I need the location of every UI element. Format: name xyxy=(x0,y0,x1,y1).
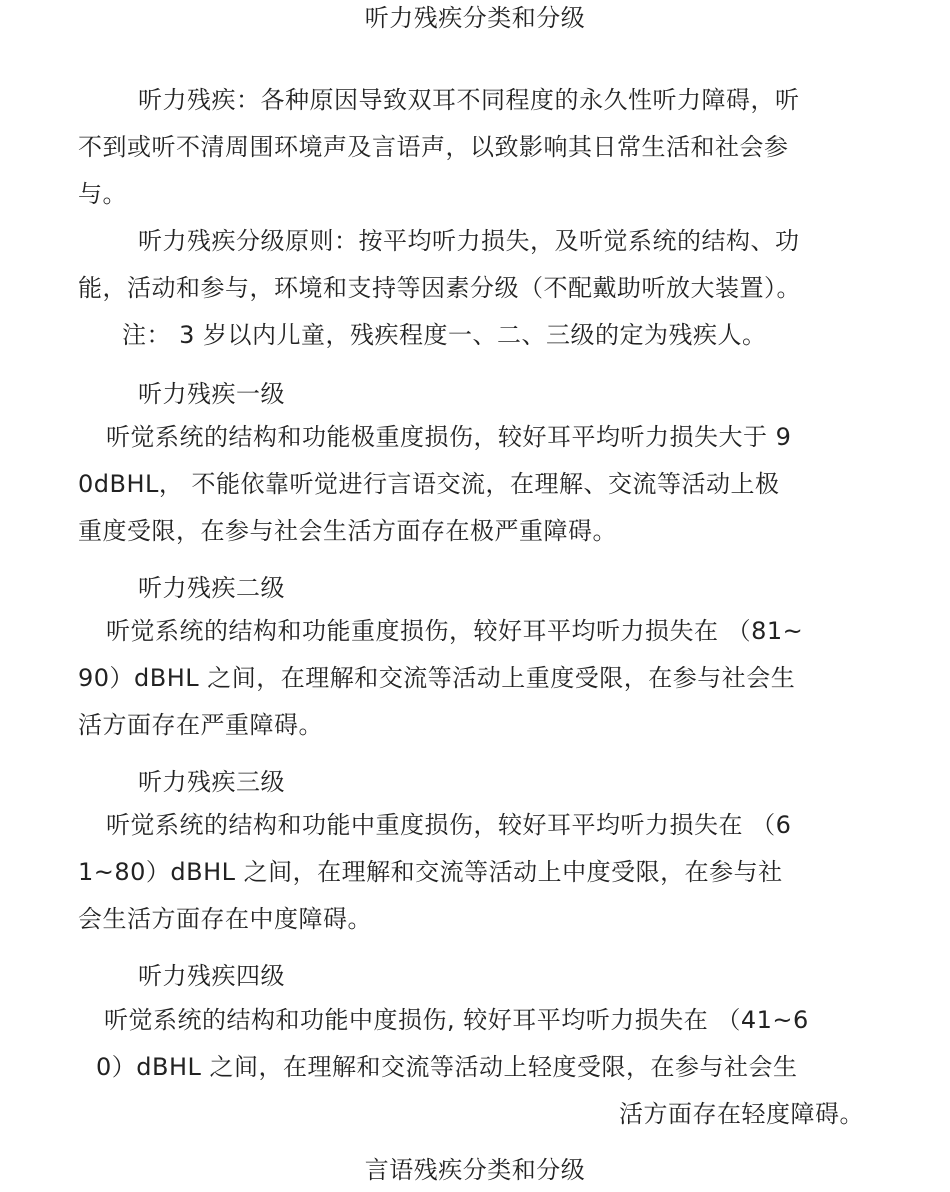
level-4-line-3: 活方面存在轻度障碍。 xyxy=(619,1100,864,1128)
level-2-line-2: 90）dBHL 之间，在理解和交流等活动上重度受限，在参与社会生 xyxy=(78,664,796,692)
level-3-line-3: 会生活方面存在中度障碍。 xyxy=(78,905,372,933)
principle-line-1: 听力残疾分级原则：按平均听力损失，及听觉系统的结构、功 xyxy=(138,227,800,255)
next-section-title: 言语残疾分类和分级 xyxy=(364,1156,586,1184)
definition-line-2: 不到或听不清周围环境声及言语声，以致影响其日常生活和社会参 xyxy=(78,133,789,161)
level-4-heading: 听力残疾四级 xyxy=(138,962,285,990)
level-4-line-2: 0）dBHL 之间，在理解和交流等活动上轻度受限，在参与社会生 xyxy=(96,1053,798,1081)
level-2-heading: 听力残疾二级 xyxy=(138,574,285,602)
level-3-heading: 听力残疾三级 xyxy=(138,768,285,796)
level-2-line-1: 听觉系统的结构和功能重度损伤，较好耳平均听力损失在 （81~ xyxy=(106,617,804,645)
level-1-heading: 听力残疾一级 xyxy=(138,380,285,408)
level-3-line-1: 听觉系统的结构和功能中重度损伤，较好耳平均听力损失在 （6 xyxy=(106,811,792,839)
level-3-line-2: 1~80）dBHL 之间，在理解和交流等活动上中度受限，在参与社 xyxy=(78,858,783,886)
document-title: 听力残疾分类和分级 xyxy=(364,4,586,32)
note-line: 注： 3 岁以内儿童，残疾程度一、二、三级的定为残疾人。 xyxy=(122,321,767,349)
definition-line-1: 听力残疾：各种原因导致双耳不同程度的永久性听力障碍，听 xyxy=(138,86,800,114)
level-1-line-1: 听觉系统的结构和功能极重度损伤，较好耳平均听力损失大于 9 xyxy=(106,423,792,451)
level-2-line-3: 活方面存在严重障碍。 xyxy=(78,711,323,739)
level-1-line-3: 重度受限，在参与社会生活方面存在极严重障碍。 xyxy=(78,517,617,545)
principle-line-2: 能，活动和参与，环境和支持等因素分级（不配戴助听放大装置）。 xyxy=(78,274,801,302)
definition-line-3: 与。 xyxy=(78,180,127,208)
level-4-line-1: 听觉系统的结构和功能中度损伤, 较好耳平均听力损失在 （41~6 xyxy=(104,1006,809,1034)
level-1-line-2: 0dBHL， 不能依靠听觉进行言语交流，在理解、交流等活动上极 xyxy=(78,470,780,498)
